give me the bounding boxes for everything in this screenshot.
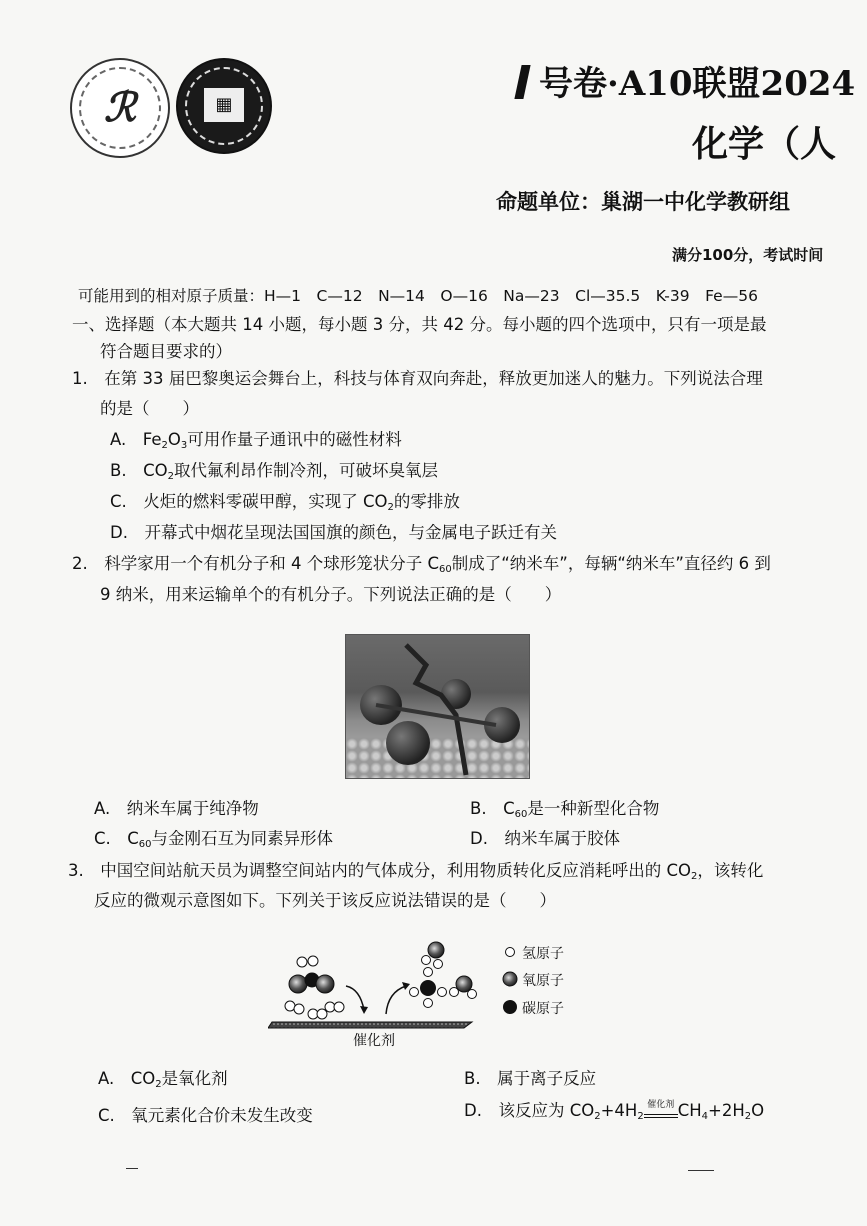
q2-b-sub: 60: [514, 809, 528, 820]
q3-stem-line-2: 反应的微观示意图如下。下列关于该反应说法错误的是（ ）: [94, 891, 556, 910]
water-oxygen-2: [456, 976, 472, 992]
q2-option-a: A. 纳米车属于纯净物: [94, 799, 259, 818]
q3-d-sub4: 2: [744, 1111, 752, 1122]
q1-a-sub2: 3: [180, 440, 188, 451]
q2-line1-sub: 60: [439, 564, 452, 575]
q3-line1-post: ，该转化: [697, 861, 764, 880]
q1-c-sub: 2: [387, 502, 394, 513]
water-h-4: [468, 990, 477, 999]
q1-a-pre: A. Fe: [110, 430, 162, 449]
legend-carbon: 碳原子: [522, 1001, 564, 1017]
h-atom-4: [294, 1004, 304, 1014]
q2-b-post: 是一种新型化合物: [527, 799, 660, 818]
methane-h-3: [438, 988, 447, 997]
section-line-1: 一、选择题（本大题共 14 小题，每小题 3 分，共 42 分。每小题的四个选项中，只有一项是最: [72, 315, 767, 334]
co2-oxygen-1: [289, 975, 307, 993]
q1-c-post: 的零排放: [393, 492, 460, 511]
catalyst-surface: [268, 1022, 472, 1028]
q2-option-d: D. 纳米车属于胶体: [470, 829, 620, 848]
catalyst-label: 催化剂: [353, 1033, 395, 1049]
water-oxygen-1: [428, 942, 444, 958]
q3-d-prod3: O: [751, 1101, 765, 1120]
q2-option-c: [94, 828, 333, 856]
q3-option-a: [98, 1068, 228, 1096]
q3-option-c: C. 氧元素化合价未发生改变: [98, 1106, 313, 1125]
exam-unit: 命题单位：巢湖一中化学教研组: [496, 190, 790, 214]
q2-c-post: 与金刚石互为同素异形体: [151, 829, 334, 848]
legend-oxygen: 氧原子: [522, 973, 564, 989]
q1-option-d: D. 开幕式中烟花呈现法国国旗的颜色，与金属电子跃迁有关: [110, 523, 557, 542]
q3-d-sub2: 2: [637, 1111, 644, 1122]
h-atom-6: [334, 1002, 344, 1012]
subject-title: 化学（人: [692, 123, 837, 165]
q3-d-sub3: 4: [701, 1111, 709, 1122]
q3-d-condition-arrow: [644, 1100, 678, 1118]
atomic-masses: 可能用到的相对原子质量：H—1 C—12 N—14 O—16 Na—23 Cl—35.5 K-39 Fe—56: [78, 287, 758, 305]
league-logo-glyph: ℛ: [104, 84, 136, 131]
q1-stem-line-1: 1. 在第 33 届巴黎奥运会舞台上，科技与体育双向奔赴，释放更加迷人的魅力。下列说法合理: [72, 369, 763, 388]
q1-option-c: [110, 491, 460, 519]
footer-mark-right: [688, 1170, 714, 1171]
q2-line1-pre: 2. 科学家用一个有机分子和 4 个球形笼状分子 C: [72, 554, 439, 573]
nanocar-axle: [346, 635, 529, 778]
league-logo: [70, 58, 170, 158]
water-h-1: [422, 956, 431, 965]
q2-b-pre: B. C: [470, 799, 515, 818]
q3-a-post: 是氧化剂: [161, 1069, 228, 1088]
q3-d-mid: +4H: [600, 1101, 638, 1120]
h-atom-2: [308, 956, 318, 966]
water-h-3: [450, 988, 459, 997]
methane-h-2: [410, 988, 419, 997]
q1-b-sub: 2: [167, 471, 174, 482]
methane-carbon: [420, 980, 436, 996]
q3-d-condition: 催化剂: [647, 1100, 675, 1110]
section-line-2: 符合题目要求的）: [100, 342, 232, 361]
arrow-out-head: [402, 982, 410, 990]
q1-option-a: [110, 429, 402, 457]
q3-d-sub1: 2: [594, 1111, 601, 1122]
q3-d-prod1: CH: [677, 1101, 702, 1120]
legend-hydrogen-icon: [506, 948, 515, 957]
q1-a-post: 可用作量子通讯中的磁性材料: [187, 430, 402, 449]
footer-mark-left: [126, 1168, 138, 1169]
h-atom-1: [297, 957, 307, 967]
series-title: [518, 56, 867, 105]
anhui-logo-center: ▦: [204, 88, 244, 122]
q2-line1-post: 制成了“纳米车”，每辆“纳米车”直径约 6 到: [451, 554, 771, 573]
q3-line1-pre: 3. 中国空间站航天员为调整空间站内的气体成分，利用物质转化反应消耗呼出的 CO: [68, 861, 691, 880]
h-atom-3: [285, 1001, 295, 1011]
score-info: 满分100分，考试时间: [672, 246, 824, 264]
q3-d-prod2: +2H: [708, 1101, 745, 1120]
q1-b-pre: B. CO: [110, 461, 168, 480]
q1-c-pre: C. 火炬的燃料零碳甲醇，实现了 CO: [110, 492, 388, 511]
q3-option-b: B. 属于离子反应: [464, 1069, 597, 1088]
h-atom-8: [317, 1009, 327, 1019]
q3-option-d: [464, 1100, 764, 1128]
methane-h-4: [424, 999, 433, 1008]
q2-option-b: [470, 798, 659, 826]
water-h-2: [434, 960, 443, 969]
series-prefix: 号卷·: [539, 64, 619, 104]
q1-stem-line-2: 的是（ ）: [100, 399, 199, 418]
legend-oxygen-icon: [503, 972, 517, 986]
anhui-logo: [176, 58, 272, 154]
legend-carbon-icon: [503, 1000, 517, 1014]
q2-stem-line-1: [72, 553, 771, 581]
q3-a-sub: 2: [155, 1079, 162, 1090]
legend-hydrogen: 氢原子: [522, 946, 564, 962]
q3-line1-sub: 2: [691, 871, 698, 882]
q1-a-mid: O: [167, 430, 181, 449]
arrow-out: [386, 986, 406, 1014]
q3-stem-line-1: [68, 860, 763, 888]
arrow-in-head: [360, 1006, 368, 1014]
series-bar-icon: [514, 65, 530, 99]
q1-b-post: 取代氟利昂作制冷剂，可破坏臭氧层: [173, 461, 438, 480]
q3-a-pre: A. CO: [98, 1069, 156, 1088]
q1-a-sub1: 2: [161, 440, 168, 451]
series-name: A10联盟2024: [618, 64, 856, 104]
q3-d-pre: D. 该反应为 CO: [464, 1101, 595, 1120]
q2-c-pre: C. C: [94, 829, 139, 848]
q2-c-sub: 60: [138, 839, 152, 850]
q2-stem-line-2: 9 纳米，用来运输单个的有机分子。下列说法正确的是（ ）: [100, 585, 562, 604]
q1-option-b: [110, 460, 438, 488]
nanocar-photo: [345, 634, 530, 779]
methane-h-1: [424, 968, 433, 977]
co2-oxygen-2: [316, 975, 334, 993]
